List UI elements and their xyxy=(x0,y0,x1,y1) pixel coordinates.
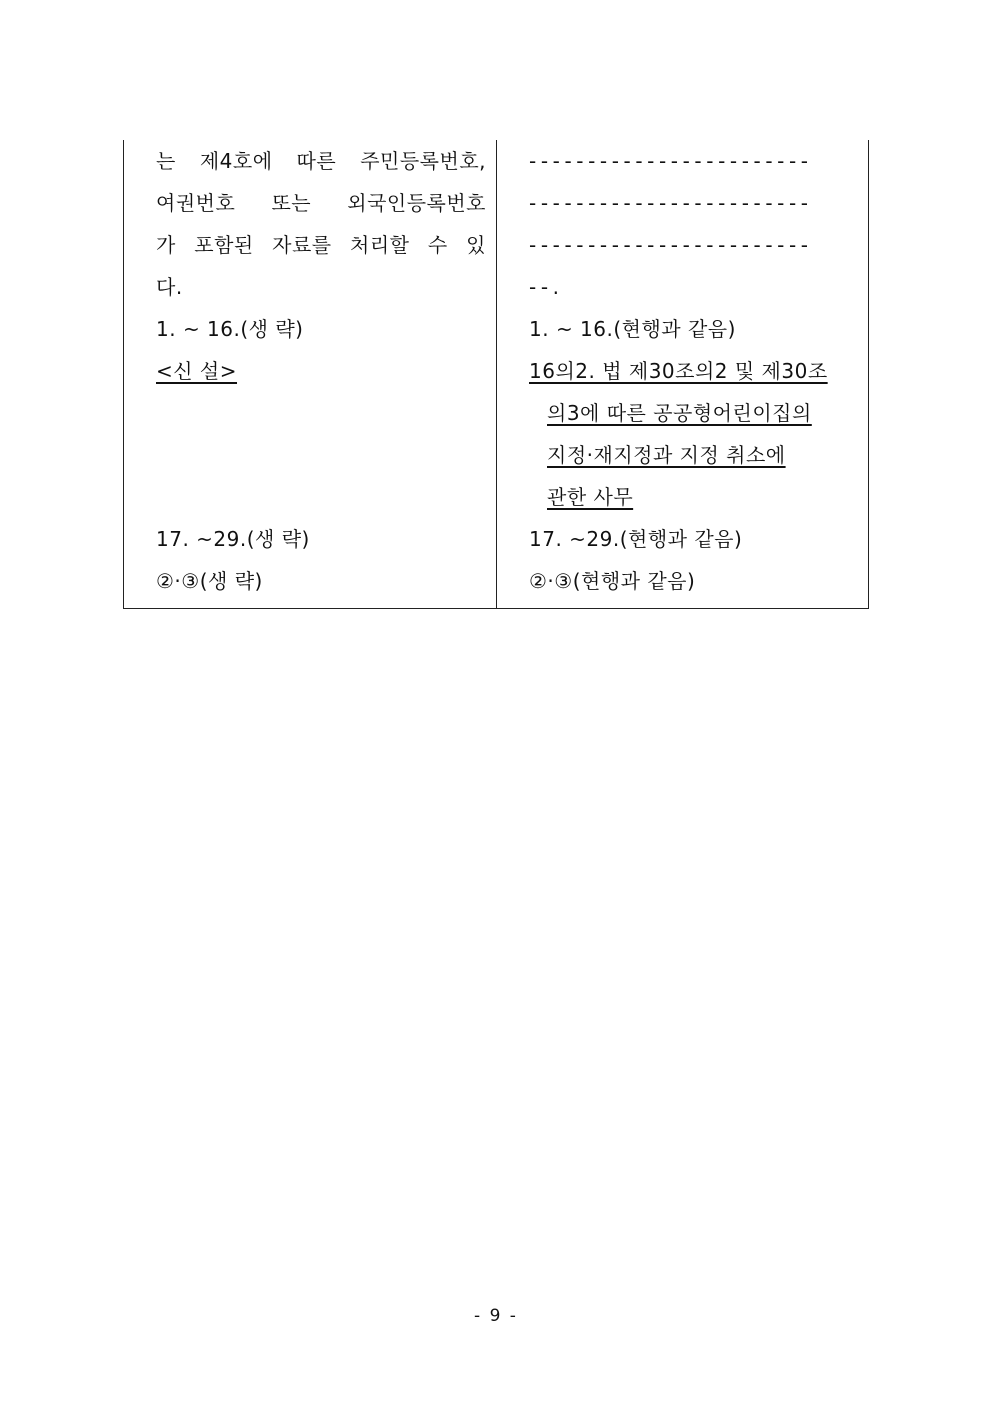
new-item-16-2-text-3: 관한 사무 xyxy=(547,485,634,509)
amendment-new-item-line-4 xyxy=(547,476,864,518)
amendment-new-item-line-2 xyxy=(547,392,864,434)
current-law-column xyxy=(156,140,486,608)
current-line-2: 여권번호 또는 외국인등록번호 xyxy=(156,191,486,215)
new-item-16-2-text-1: 의3에 따른 공공형어린이집의 xyxy=(547,401,812,425)
comparison-table xyxy=(123,140,869,609)
amendment-dash-line-1: ------------------------ xyxy=(529,149,813,173)
page-number: - 9 - xyxy=(474,1306,518,1326)
amendment-dash-line-3: ------------------------ xyxy=(529,233,813,257)
amendment-para-2-3: ②·③(현행과 같음) xyxy=(529,569,696,593)
amendment-new-item-line-3 xyxy=(547,434,864,476)
amendment-item-1-16: 1. ~ 16.(현행과 같음) xyxy=(529,317,736,341)
amendment-item-17-29: 17. ~29.(현행과 같음) xyxy=(529,527,743,551)
new-provision-marker xyxy=(156,350,486,392)
current-item-1-16: 1. ~ 16.(생 략) xyxy=(156,317,304,341)
column-divider xyxy=(496,140,497,608)
new-item-16-2-text-2: 지정·재지정과 지정 취소에 xyxy=(547,443,786,467)
amendment-column xyxy=(529,140,864,608)
current-line-4: 다. xyxy=(156,275,183,299)
current-para-2-3: ②·③(생 략) xyxy=(156,569,263,593)
amendment-dash-line-4: --. xyxy=(529,275,564,299)
current-item-17-29: 17. ~29.(생 략) xyxy=(156,527,310,551)
new-item-16-2-heading: 16의2. 법 제30조의2 및 제30조 xyxy=(529,359,828,383)
amendment-dash-line-2: ------------------------ xyxy=(529,191,813,215)
amendment-new-item-line-1 xyxy=(529,350,864,392)
new-provision-label: <신 설> xyxy=(156,359,238,383)
current-line-1: 는 제4호에 따른 주민등록번호, xyxy=(156,149,486,173)
current-line-3: 가 포함된 자료를 처리할 수 있 xyxy=(156,233,486,257)
